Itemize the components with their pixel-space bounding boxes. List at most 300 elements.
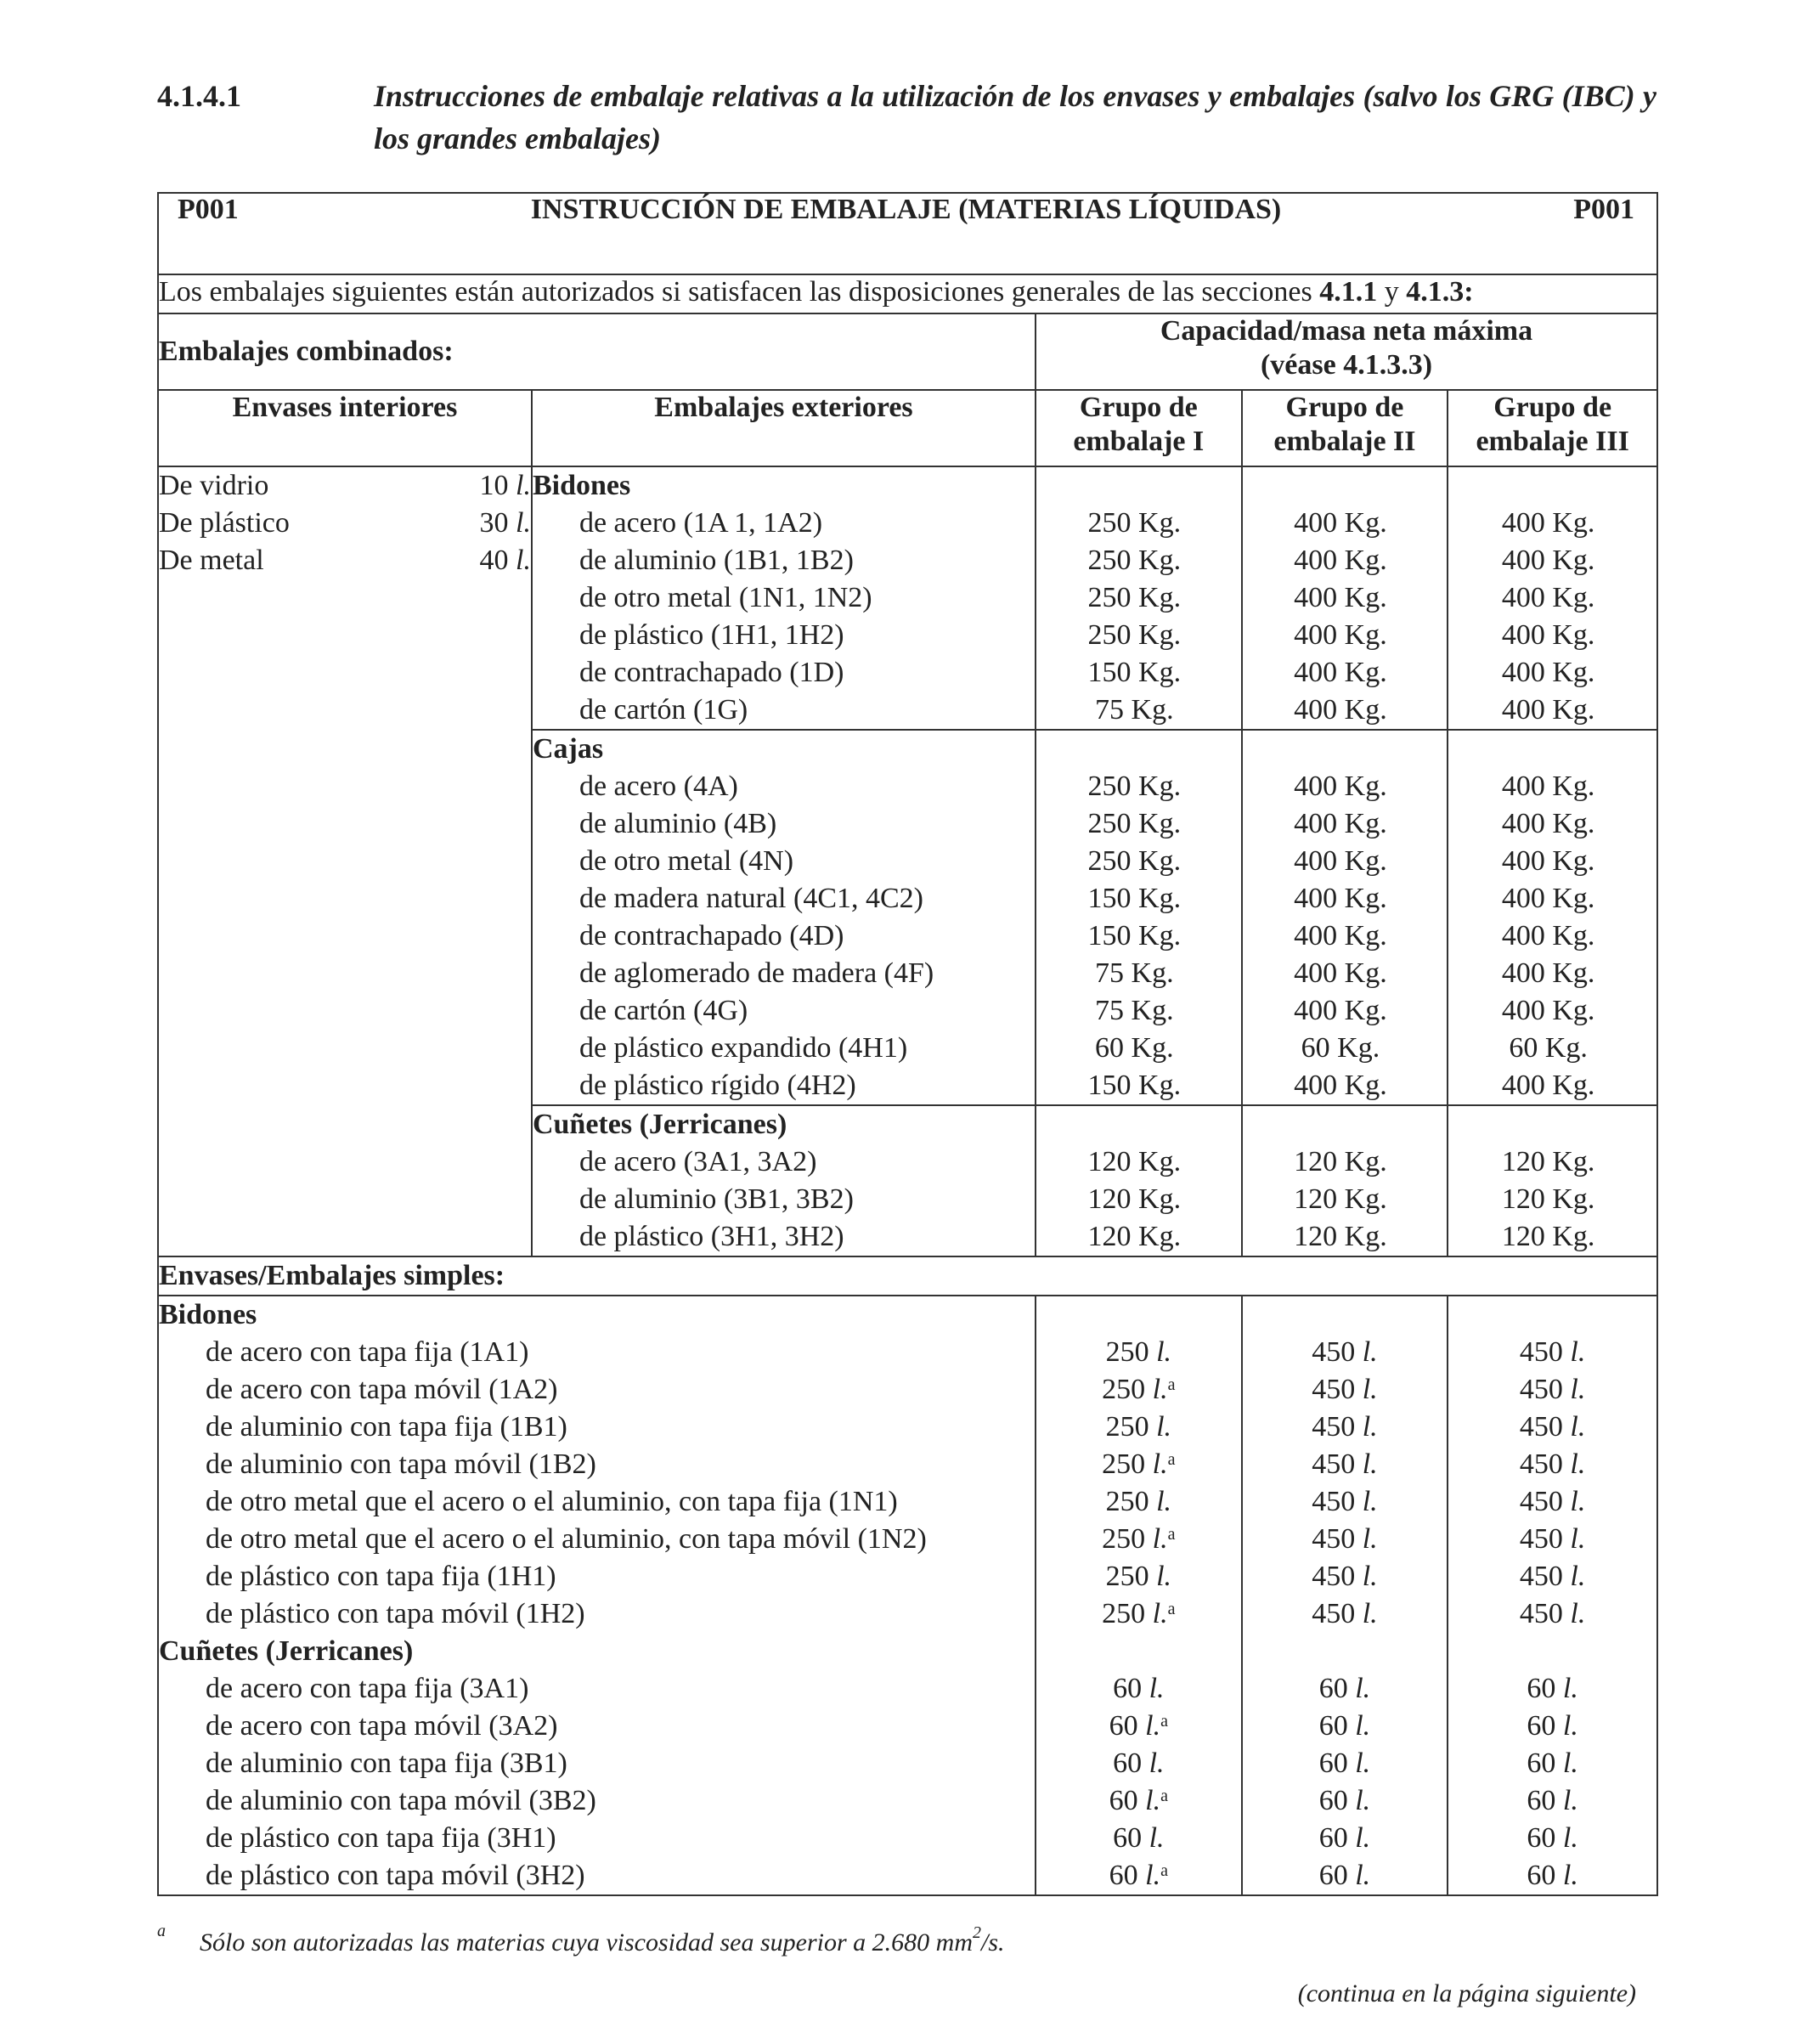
- volume-value: [1243, 1446, 1448, 1483]
- spacer-line: [1036, 731, 1241, 768]
- footnote-text: [200, 1923, 1005, 1957]
- capacity-g3-cell: [1448, 466, 1657, 730]
- volume-number: 450: [1519, 1374, 1563, 1405]
- col-group3-header: [1448, 390, 1657, 466]
- single-packagings-body: [158, 1296, 1657, 1895]
- inner-packaging-name: De plástico: [159, 507, 290, 539]
- volume-value: [1448, 1334, 1656, 1371]
- inner-packaging-number: 10: [479, 470, 509, 501]
- volume-unit: l.: [1570, 1374, 1586, 1405]
- capacity-value: 150 Kg.: [1087, 883, 1182, 914]
- combined-group-row: [158, 466, 1657, 730]
- volume-value: [1448, 1371, 1656, 1409]
- volume-value: [1243, 1745, 1448, 1782]
- col-outer-header: Embalajes exteriores: [532, 390, 1036, 466]
- spacer-line: [1036, 1106, 1241, 1143]
- volume-value: [1243, 1558, 1448, 1595]
- volume-number: 60: [1318, 1710, 1348, 1742]
- volume-value: [1243, 1334, 1448, 1371]
- group1-line1: Grupo de: [1079, 392, 1198, 423]
- volume-value: [1036, 1409, 1241, 1446]
- volume-number: 450: [1519, 1523, 1563, 1555]
- capacity-value: 60 Kg.: [1509, 1032, 1588, 1064]
- intro-text: [158, 274, 1657, 313]
- column-header-row: [158, 390, 1657, 466]
- volume-value: [1448, 1670, 1656, 1708]
- capacity-value: 400 Kg.: [1294, 883, 1387, 914]
- single-group1-cell: [1036, 1296, 1242, 1895]
- capacity-value: 250 Kg.: [1087, 771, 1182, 802]
- instruction-code-right: P001: [1573, 194, 1634, 225]
- intro-text-main: Los embalajes siguientes están autorizados si satisfacen las disposiciones generales de las secciones: [159, 276, 1320, 308]
- inner-packaging-number: 30: [479, 507, 509, 539]
- capacity-g2-cell: [1242, 466, 1448, 730]
- outer-group-header: Cuñetes (Jerricanes): [532, 1109, 787, 1140]
- col-group2-header: [1242, 390, 1448, 466]
- volume-unit: l.: [1355, 1673, 1371, 1704]
- capacity-header-row: [158, 313, 1657, 390]
- capacity-value: 400 Kg.: [1294, 619, 1387, 651]
- single-packaging-item: de acero con tapa móvil (3A2): [206, 1710, 558, 1742]
- capacity-value: 400 Kg.: [1294, 694, 1387, 726]
- volume-number: 450: [1312, 1448, 1356, 1480]
- volume-value: [1448, 1483, 1656, 1521]
- inner-packaging-unit: l.: [516, 507, 531, 539]
- single-packaging-item: de plástico con tapa móvil (1H2): [206, 1598, 585, 1629]
- capacity-value: 400 Kg.: [1294, 657, 1387, 688]
- capacity-g3-cell: [1448, 730, 1657, 1105]
- volume-number: 450: [1519, 1448, 1563, 1480]
- volume-value: [1036, 1857, 1241, 1894]
- footnote-text-end: /s.: [981, 1928, 1005, 1956]
- spacer-line: [1036, 1633, 1241, 1670]
- capacity-value: 400 Kg.: [1294, 1070, 1387, 1101]
- capacity-value: 75 Kg.: [1095, 957, 1174, 989]
- volume-unit: l.: [1149, 1673, 1165, 1704]
- intro-row: [158, 274, 1657, 313]
- capacity-value: 250 Kg.: [1087, 808, 1182, 839]
- outer-packaging-item: de otro metal (4N): [578, 845, 794, 877]
- volume-unit: l.: [1362, 1523, 1378, 1555]
- table-title-row: [158, 193, 1657, 274]
- volume-number: 450: [1312, 1336, 1356, 1368]
- capacity-reference: (véase 4.1.3.3): [1260, 349, 1433, 381]
- capacity-value: 400 Kg.: [1501, 619, 1595, 651]
- capacity-g2-cell: [1242, 1105, 1448, 1256]
- single-packagings-label: Envases/Embalajes simples:: [158, 1256, 1657, 1296]
- single-packaging-item: de aluminio con tapa móvil (3B2): [206, 1785, 596, 1816]
- capacity-value: 250 Kg.: [1087, 619, 1182, 651]
- volume-number: 60: [1318, 1673, 1348, 1704]
- spacer-line: [1448, 731, 1656, 768]
- volume-unit: l.: [1562, 1710, 1578, 1742]
- volume-number: 60: [1527, 1785, 1556, 1816]
- capacity-value: 120 Kg.: [1294, 1146, 1387, 1177]
- volume-unit: l.: [1149, 1748, 1165, 1779]
- outer-packaging-item: de plástico expandido (4H1): [578, 1032, 908, 1064]
- outer-packaging-item: de plástico (1H1, 1H2): [578, 619, 844, 651]
- volume-unit: l.: [1562, 1860, 1578, 1891]
- volume-unit: l.: [1145, 1860, 1161, 1891]
- volume-unit: l.: [1562, 1785, 1578, 1816]
- outer-packaging-item: de aluminio (4B): [578, 808, 777, 839]
- outer-packaging-item: de cartón (4G): [578, 995, 748, 1026]
- single-packaging-item: de plástico con tapa móvil (3H2): [206, 1860, 585, 1891]
- volume-unit: l.: [1570, 1523, 1586, 1555]
- volume-unit: l.: [1355, 1822, 1371, 1854]
- volume-value: [1036, 1595, 1241, 1633]
- volume-number: 250: [1105, 1486, 1149, 1517]
- volume-value: [1036, 1521, 1241, 1558]
- outer-packagings-cell: [532, 466, 1036, 730]
- outer-packaging-item: de acero (3A1, 3A2): [578, 1146, 817, 1177]
- single-group3-cell: [1448, 1296, 1657, 1895]
- outer-packaging-item: de aglomerado de madera (4F): [578, 957, 934, 989]
- spacer-line: [1448, 1106, 1656, 1143]
- volume-unit: l.: [1355, 1710, 1371, 1742]
- volume-value: [1448, 1446, 1656, 1483]
- capacity-label: Capacidad/masa neta máxima: [1160, 315, 1533, 347]
- volume-unit: l.: [1362, 1598, 1378, 1629]
- capacity-value: 120 Kg.: [1501, 1221, 1595, 1252]
- single-packaging-item: de plástico con tapa fija (1H1): [206, 1561, 556, 1592]
- volume-number: 250: [1102, 1374, 1146, 1405]
- volume-value: [1036, 1708, 1241, 1745]
- inner-packaging-number: 40: [479, 545, 509, 576]
- volume-number: 60: [1527, 1673, 1556, 1704]
- volume-unit: l.: [1562, 1822, 1578, 1854]
- volume-unit: l.: [1362, 1561, 1378, 1592]
- capacity-value: 250 Kg.: [1087, 507, 1182, 539]
- volume-number: 250: [1105, 1336, 1149, 1368]
- capacity-value: 75 Kg.: [1095, 995, 1174, 1026]
- volume-value: [1243, 1595, 1448, 1633]
- capacity-value: 120 Kg.: [1294, 1221, 1387, 1252]
- single-packaging-item: de aluminio con tapa fija (3B1): [206, 1748, 567, 1779]
- capacity-value: 400 Kg.: [1501, 582, 1595, 613]
- volume-value: [1448, 1558, 1656, 1595]
- volume-number: 60: [1527, 1748, 1556, 1779]
- single-packaging-item: de plástico con tapa fija (3H1): [206, 1822, 556, 1854]
- footnote-superscript: 2: [973, 1923, 981, 1942]
- outer-packaging-item: de aluminio (3B1, 3B2): [578, 1183, 854, 1215]
- volume-number: 450: [1519, 1598, 1563, 1629]
- volume-unit: l.: [1570, 1336, 1586, 1368]
- capacity-value: 400 Kg.: [1501, 1070, 1595, 1101]
- inner-packaging-capacity: [480, 542, 531, 579]
- volume-value: [1036, 1670, 1241, 1708]
- spacer-line: [1036, 467, 1241, 505]
- spacer-line: [1243, 467, 1448, 505]
- volume-number: 450: [1312, 1486, 1356, 1517]
- volume-number: 60: [1527, 1710, 1556, 1742]
- capacity-value: 400 Kg.: [1294, 507, 1387, 539]
- volume-value: [1243, 1857, 1448, 1894]
- inner-packaging-name: De vidrio: [159, 470, 269, 501]
- capacity-g2-cell: [1242, 730, 1448, 1105]
- footnote-text-main: Sólo son autorizadas las materias cuya viscosidad sea superior a 2.680 mm: [200, 1928, 973, 1956]
- capacity-value: 400 Kg.: [1294, 808, 1387, 839]
- capacity-value: 400 Kg.: [1294, 845, 1387, 877]
- single-group2-cell: [1242, 1296, 1448, 1895]
- volume-number: 60: [1527, 1860, 1556, 1891]
- capacity-value: 400 Kg.: [1501, 883, 1595, 914]
- volume-number: 60: [1318, 1785, 1348, 1816]
- volume-value: [1448, 1595, 1656, 1633]
- single-group-header: Cuñetes (Jerricanes): [159, 1635, 414, 1667]
- footnote-marker: a: [157, 1922, 166, 1940]
- section-number: 4.1.4.1: [157, 79, 241, 113]
- spacer-line: [1243, 731, 1448, 768]
- capacity-g1-cell: [1036, 730, 1242, 1105]
- volume-unit: l.: [1562, 1673, 1578, 1704]
- outer-packaging-item: de madera natural (4C1, 4C2): [578, 883, 923, 914]
- single-packaging-item: de acero con tapa fija (1A1): [206, 1336, 529, 1368]
- capacity-value: 250 Kg.: [1087, 545, 1182, 576]
- capacity-value: 250 Kg.: [1087, 845, 1182, 877]
- volume-number: 450: [1519, 1561, 1563, 1592]
- intro-ref-1: 4.1.1: [1319, 276, 1378, 308]
- outer-packaging-item: de acero (4A): [578, 771, 738, 802]
- inner-packagings-cell: [158, 466, 532, 1256]
- volume-unit: l.: [1362, 1448, 1378, 1480]
- volume-value: [1448, 1708, 1656, 1745]
- volume-number: 450: [1312, 1561, 1356, 1592]
- volume-unit: l.: [1152, 1523, 1168, 1555]
- outer-packaging-item: de acero (1A 1, 1A2): [578, 507, 823, 539]
- volume-unit: l.: [1362, 1486, 1378, 1517]
- volume-number: 60: [1318, 1748, 1348, 1779]
- capacity-value: 400 Kg.: [1294, 545, 1387, 576]
- volume-number: 250: [1105, 1561, 1149, 1592]
- spacer-line: [1036, 1296, 1241, 1334]
- capacity-value: 400 Kg.: [1501, 845, 1595, 877]
- volume-value: [1243, 1409, 1448, 1446]
- volume-unit: l.: [1570, 1486, 1586, 1517]
- spacer-line: [1448, 467, 1656, 505]
- instruction-title: INSTRUCCIÓN DE EMBALAJE (MATERIAS LÍQUIDAS): [530, 194, 1282, 225]
- capacity-value: 400 Kg.: [1501, 657, 1595, 688]
- inner-packaging-item: [159, 505, 531, 542]
- capacity-value: 400 Kg.: [1294, 771, 1387, 802]
- volume-number: 450: [1312, 1411, 1356, 1443]
- volume-number: 450: [1519, 1411, 1563, 1443]
- volume-unit: l.: [1156, 1411, 1172, 1443]
- volume-unit: l.: [1156, 1486, 1172, 1517]
- volume-number: 60: [1113, 1748, 1143, 1779]
- capacity-value: 60 Kg.: [1095, 1032, 1174, 1064]
- group3-line1: Grupo de: [1493, 392, 1612, 423]
- volume-value: [1243, 1521, 1448, 1558]
- volume-unit: l.: [1152, 1598, 1168, 1629]
- volume-number: 60: [1113, 1673, 1143, 1704]
- packing-instruction-table: [157, 192, 1658, 1896]
- capacity-value: 150 Kg.: [1087, 920, 1182, 951]
- capacity-value: 60 Kg.: [1301, 1032, 1380, 1064]
- capacity-value: 120 Kg.: [1294, 1183, 1387, 1215]
- volume-value: [1448, 1521, 1656, 1558]
- col-group1-header: [1036, 390, 1242, 466]
- single-labels-cell: [158, 1296, 1036, 1895]
- volume-unit: l.: [1355, 1785, 1371, 1816]
- combined-packagings-label: Embalajes combinados:: [158, 313, 1036, 390]
- group1-line2: embalaje I: [1073, 426, 1205, 457]
- footnote-reference: a: [1167, 1525, 1176, 1544]
- outer-group-header: Cajas: [532, 733, 604, 765]
- volume-number: 450: [1312, 1598, 1356, 1629]
- capacity-value: 400 Kg.: [1501, 507, 1595, 539]
- inner-packaging-item: [159, 467, 531, 505]
- volume-value: [1036, 1483, 1241, 1521]
- volume-unit: l.: [1362, 1336, 1378, 1368]
- volume-value: [1448, 1745, 1656, 1782]
- footnote-reference: a: [1160, 1712, 1168, 1731]
- capacity-value: 400 Kg.: [1294, 995, 1387, 1026]
- capacity-value: 75 Kg.: [1095, 694, 1174, 726]
- volume-value: [1243, 1371, 1448, 1409]
- group3-line2: embalaje III: [1476, 426, 1629, 457]
- volume-unit: l.: [1156, 1336, 1172, 1368]
- volume-unit: l.: [1362, 1374, 1378, 1405]
- spacer-line: [1448, 1296, 1656, 1334]
- capacity-value: 120 Kg.: [1087, 1221, 1182, 1252]
- volume-value: [1036, 1446, 1241, 1483]
- group2-line1: Grupo de: [1285, 392, 1404, 423]
- group2-line2: embalaje II: [1273, 426, 1416, 457]
- intro-and: y: [1377, 276, 1407, 308]
- capacity-value: 400 Kg.: [1501, 771, 1595, 802]
- volume-value: [1036, 1782, 1241, 1820]
- single-packaging-item: de acero con tapa móvil (1A2): [206, 1374, 558, 1405]
- capacity-value: 400 Kg.: [1294, 957, 1387, 989]
- volume-number: 450: [1519, 1336, 1563, 1368]
- outer-packaging-item: de cartón (1G): [578, 694, 748, 726]
- spacer-line: [1243, 1296, 1448, 1334]
- capacity-g1-cell: [1036, 1105, 1242, 1256]
- capacity-value: 400 Kg.: [1501, 694, 1595, 726]
- volume-unit: l.: [1149, 1822, 1165, 1854]
- capacity-value: 400 Kg.: [1294, 582, 1387, 613]
- volume-value: [1036, 1371, 1241, 1409]
- volume-value: [1448, 1782, 1656, 1820]
- volume-value: [1243, 1820, 1448, 1857]
- outer-packagings-cell: [532, 1105, 1036, 1256]
- capacity-value: 150 Kg.: [1087, 1070, 1182, 1101]
- capacity-value: 120 Kg.: [1087, 1146, 1182, 1177]
- footnote-reference: a: [1167, 1600, 1176, 1618]
- inner-packaging-capacity: [480, 467, 531, 505]
- volume-number: 250: [1102, 1598, 1146, 1629]
- capacity-value: 250 Kg.: [1087, 582, 1182, 613]
- volume-value: [1243, 1670, 1448, 1708]
- spacer-line: [1243, 1633, 1448, 1670]
- volume-number: 250: [1105, 1411, 1149, 1443]
- footnote-reference: a: [1160, 1787, 1168, 1805]
- volume-number: 60: [1318, 1860, 1348, 1891]
- volume-unit: l.: [1152, 1374, 1168, 1405]
- volume-value: [1448, 1409, 1656, 1446]
- outer-packaging-item: de aluminio (1B1, 1B2): [578, 545, 854, 576]
- capacity-value: 400 Kg.: [1501, 920, 1595, 951]
- volume-number: 60: [1109, 1860, 1138, 1891]
- volume-unit: l.: [1570, 1598, 1586, 1629]
- footnote-reference: a: [1167, 1450, 1176, 1469]
- capacity-header: [1036, 313, 1657, 390]
- capacity-g1-cell: [1036, 466, 1242, 730]
- volume-number: 450: [1312, 1523, 1356, 1555]
- volume-unit: l.: [1145, 1710, 1161, 1742]
- capacity-value: 400 Kg.: [1294, 920, 1387, 951]
- volume-value: [1243, 1483, 1448, 1521]
- volume-value: [1036, 1745, 1241, 1782]
- volume-number: 60: [1527, 1822, 1556, 1854]
- capacity-value: 400 Kg.: [1501, 995, 1595, 1026]
- volume-value: [1448, 1820, 1656, 1857]
- outer-packaging-item: de contrachapado (4D): [578, 920, 844, 951]
- volume-unit: l.: [1362, 1411, 1378, 1443]
- inner-packaging-name: De metal: [159, 545, 264, 576]
- volume-value: [1036, 1820, 1241, 1857]
- single-packaging-item: de acero con tapa fija (3A1): [206, 1673, 529, 1704]
- single-packaging-item: de otro metal que el acero o el aluminio, con tapa móvil (1N2): [206, 1523, 927, 1555]
- footnote-reference: a: [1167, 1375, 1176, 1394]
- volume-unit: l.: [1156, 1561, 1172, 1592]
- volume-unit: l.: [1570, 1561, 1586, 1592]
- volume-unit: l.: [1355, 1748, 1371, 1779]
- outer-packaging-item: de plástico rígido (4H2): [578, 1070, 856, 1101]
- capacity-value: 150 Kg.: [1087, 657, 1182, 688]
- volume-unit: l.: [1145, 1785, 1161, 1816]
- continued-note: (continua en la página siguiente): [1297, 1979, 1636, 2007]
- outer-packagings-cell: [532, 730, 1036, 1105]
- volume-number: 60: [1318, 1822, 1348, 1854]
- capacity-value: 120 Kg.: [1501, 1146, 1595, 1177]
- volume-value: [1036, 1334, 1241, 1371]
- volume-value: [1243, 1708, 1448, 1745]
- outer-packaging-item: de otro metal (1N1, 1N2): [578, 582, 872, 613]
- capacity-value: 400 Kg.: [1501, 808, 1595, 839]
- spacer-line: [1448, 1633, 1656, 1670]
- volume-value: [1243, 1782, 1448, 1820]
- volume-number: 450: [1519, 1486, 1563, 1517]
- single-packaging-item: de aluminio con tapa móvil (1B2): [206, 1448, 596, 1480]
- volume-unit: l.: [1570, 1411, 1586, 1443]
- inner-packaging-item: [159, 542, 531, 579]
- volume-unit: l.: [1152, 1448, 1168, 1480]
- inner-packaging-unit: l.: [516, 470, 531, 501]
- volume-value: [1448, 1857, 1656, 1894]
- volume-unit: l.: [1355, 1860, 1371, 1891]
- outer-packaging-item: de plástico (3H1, 3H2): [578, 1221, 844, 1252]
- single-packagings-row: [158, 1256, 1657, 1296]
- single-packaging-item: de aluminio con tapa fija (1B1): [206, 1411, 567, 1443]
- capacity-g3-cell: [1448, 1105, 1657, 1256]
- volume-number: 60: [1113, 1822, 1143, 1854]
- volume-number: 250: [1102, 1448, 1146, 1480]
- volume-unit: l.: [1562, 1748, 1578, 1779]
- volume-number: 60: [1109, 1710, 1138, 1742]
- outer-group-header: Bidones: [532, 470, 631, 501]
- inner-packaging-unit: l.: [516, 545, 531, 576]
- single-group-header: Bidones: [159, 1299, 257, 1330]
- col-inner-header: Envases interiores: [158, 390, 532, 466]
- footnote-reference: a: [1160, 1861, 1168, 1880]
- capacity-value: 400 Kg.: [1501, 957, 1595, 989]
- section-title: Instrucciones de embalaje relativas a la utilización de los envases y embalajes (salvo los GRG (IBC) y los grandes embalajes): [374, 79, 1656, 155]
- volume-number: 450: [1312, 1374, 1356, 1405]
- capacity-value: 120 Kg.: [1501, 1183, 1595, 1215]
- volume-value: [1036, 1558, 1241, 1595]
